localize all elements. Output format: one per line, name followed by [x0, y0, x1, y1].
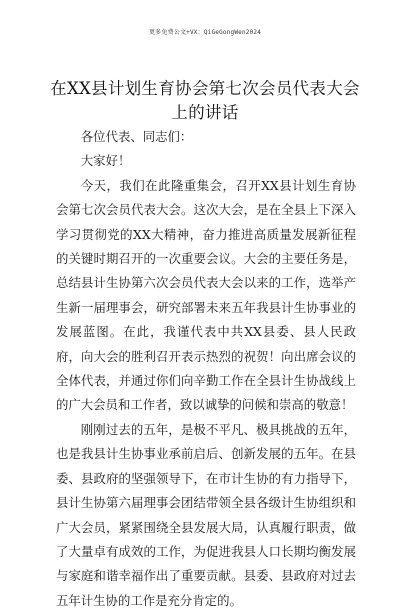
paragraph-opening: 今天，我们在此隆重集会，召开XX县计划生育协会第七次会员代表大会。这次大会，是在全县上下深入学习贯彻党的XX大精神，奋力推进高质量发展新征程的关键时期召开的一次重要会议。大会的主要任务是，总结县计生协第六次会员代表大会以来的工作，选举产生新一届理事会，研究部署未来五年我县计生协事业的发展蓝图。在此，我谨代表中共XX县委、县人民政府，向大会的胜利召开表示热烈的祝贺！向出席会议的全体代表，并通过你们向辛勤工作在全县计生协战线上的广大会员和工作者，致以诚挚的问候和崇高的敬意！ — [56, 177, 356, 413]
document-body — [56, 125, 356, 613]
document-title: 在XX县计划生育协会第七次会员代表大会上的讲话 — [50, 79, 360, 122]
greeting: 大家好！ — [80, 153, 131, 169]
paragraph-review: 刚刚过去的五年，是极不平凡、极具挑战的五年，也是我县计生协事业承前启后、创新发展的五年。在县委、县政府的坚强领导下，在市计生协的有力指导下，县计生协第六届理事会团结带领全县各级计生协组织和广大会员，紧紧围绕全县发展大局，认真履行职责，做了大量卓有成效的工作，为促进我县人口长期均衡发展与家庭和谐幸福作出了重要贡献。县委、县政府对过去五年计生协的工作是充分肯定的。 — [56, 421, 356, 608]
header-note: 更多免费公文+VX：QiGeGongWen2024 — [148, 29, 262, 36]
salutation: 各位代表、同志们： — [80, 129, 193, 144]
